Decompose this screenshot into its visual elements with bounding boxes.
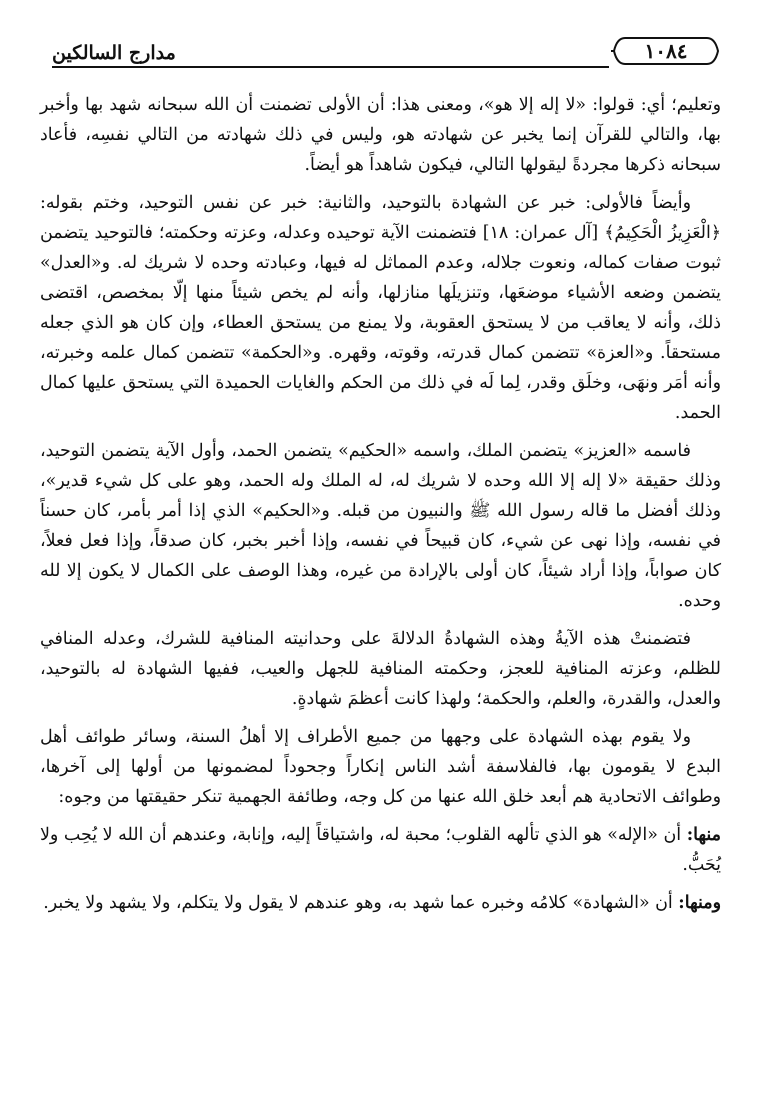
paragraph-7 <box>40 888 721 918</box>
paragraph-3: فاسمه «العزيز» يتضمن الملك، واسمه «الحكيم» يتضمن الحمد، وأول الآية يتضمن التوحيد، وذلك حقيقة «لا إله إلا الله وحده لا شريك له، له الملك وله الحمد، وهو على كل شيء قدير»، وذلك أفضل ما قاله رسول الله ﷺ والنبيون من قبله. و«الحكيم» الذي إذا أمر بأمر، كان حسناً في نفسه، وإذا نهى عن شيء، كان قبيحاً في نفسه، وإذا أخبر بخبر، كان صدقاً، وإذا فعل فعلاً، كان صواباً، وإذا أراد شيئاً، كان أولى بالإرادة من غيره، وهذا الوصف على الكمال لا يكون إلا لله وحده. <box>40 441 721 611</box>
page-body <box>40 90 721 918</box>
paragraph-1: وتعليم؛ أي: قولوا: «لا إله إلا هو»، ومعنى هذا: أن الأولى تضمنت أن الله سبحانه شهد بها وأخبر بها، والتالي للقرآن إنما يخبر عن شهادته هو، وليس في ذلك شهادته من التالي نفسِه، فأعاد سبحانه ذكرها مجردةً ليقولها التالي، فيكون شاهداً هو أيضاً. <box>40 95 721 175</box>
paragraph-2: وأيضاً فالأولى: خبر عن الشهادة بالتوحيد، والثانية: خبر عن نفس التوحيد، وختم بقوله: ﴿الْعَزِيزُ الْحَكِيمُ﴾ [آل عمران: ١٨] فتضمنت الآية توحيده وعدله، وعزته وحكمته؛ فالتوحيد يتضمن ثبوت صفات كماله، ونعوت جلاله، وعدم المماثل له فيها، وعبادته وحده لا شريك له. و«العدل» يتضمن وضعه الأشياء موضعَها، وتنزيلَها منازلها، وأنه لم يخص شيئاً منها إلّا بمخصص، اقتضى ذلك، وأنه لا يعاقب من لا يستحق العقوبة، ولا يمنع من يستحق العطاء، وإن كان هو الذي جعله مستحقاً. و«العزة» تتضمن كمال قدرته، وقوته، وقهره. و«الحكمة» تتضمن كمال علمه وخبرته، وأنه أمَر ونهَى، وخلَق وقدر، لِما لَه في ذلك من الحكم والغايات الحميدة التي يستحق عليها كمال الحمد. <box>40 193 721 423</box>
page-number-frame <box>611 36 721 66</box>
paragraph-7-text: أن «الشهادة» كلامُه وخبره عما شهد به، وهو عندهم لا يقول ولا يتكلم، ولا يشهد ولا يخبر. <box>43 893 679 913</box>
page-header <box>40 30 721 68</box>
paragraph-4: فتضمنتْ هذه الآيةُ وهذه الشهادةُ الدلالةَ على وحدانيته المنافية للشرك، وعدله المنافي للظلم، وعزته المنافية للعجز، وحكمته المنافية للجهل والعيب، ففيها الشهادة له بالتوحيد، والعدل، والقدرة، والعلم، والحكمة؛ ولهذا كانت أعظمَ شهادةٍ. <box>40 629 721 709</box>
running-title: مدارج السالكين <box>52 42 176 64</box>
paragraph-5: ولا يقوم بهذه الشهادة على وجهها من جميع الأطراف إلا أهلُ السنة، وسائر طوائف أهل البدع لا يقومون بها، فالفلاسفة أشد الناس إنكاراً وجحوداً لمضمونها من أولها إلى آخرها، وطوائف الاتحادية هم أبعد خلق الله عنها من كل وجه، وطائفة الجهمية تنكر حقيقتها من وجوه: <box>40 727 721 807</box>
paragraph-6-text: أن «الإله» هو الذي تألهه القلوب؛ محبة له، واشتياقاً إليه، وإنابة، وعندهم أن الله لا يُحِب ولا يُحَبُّ. <box>40 825 721 875</box>
paragraph-6-lead: منها: <box>686 825 721 845</box>
header-rule <box>52 66 609 68</box>
page-number: ١٠٨٤ <box>644 39 688 63</box>
paragraph-6 <box>40 820 721 880</box>
paragraph-7-lead: ومنها: <box>678 893 721 913</box>
